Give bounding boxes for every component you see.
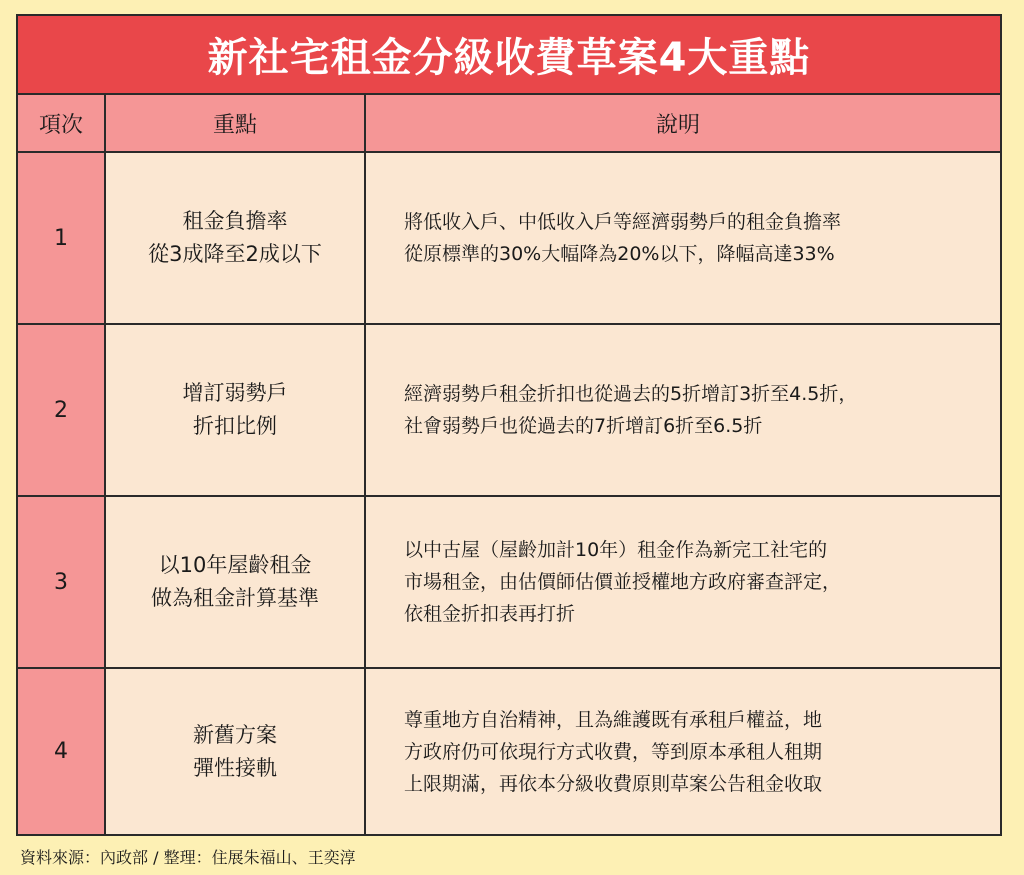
- header-index: 項次: [18, 95, 106, 151]
- row-point: 以10年屋齡租金 做為租金計算基準: [106, 497, 366, 667]
- row-index: 3: [18, 497, 106, 667]
- header-description: 說明: [366, 95, 1000, 151]
- table-row: [18, 497, 1000, 669]
- row-description: 尊重地方自治精神，且為維護既有承租戶權益，地 方政府仍可依現行方式收費，等到原本承租人租期 上限期滿，再依本分級收費原則草案公告租金收取: [366, 669, 1000, 834]
- row-description: 以中古屋（屋齡加計10年）租金作為新完工社宅的 市場租金，由估價師估價並授權地方政府審查評定， 依租金折扣表再打折: [366, 497, 1000, 667]
- row-point: 增訂弱勢戶 折扣比例: [106, 325, 366, 495]
- table-row: [18, 669, 1000, 834]
- table-header-row: [18, 95, 1000, 153]
- row-point: 租金負擔率 從3成降至2成以下: [106, 153, 366, 323]
- row-index: 4: [18, 669, 106, 834]
- header-point: 重點: [106, 95, 366, 151]
- row-description: 經濟弱勢戶租金折扣也從過去的5折增訂3折至4.5折， 社會弱勢戶也從過去的7折增訂6折至6.5折: [366, 325, 1000, 495]
- table-row: [18, 325, 1000, 497]
- table-frame: [16, 14, 1002, 836]
- row-description: 將低收入戶、中低收入戶等經濟弱勢戶的租金負擔率 從原標準的30%大幅降為20%以下，降幅高達33%: [366, 153, 1000, 323]
- source-note: 資料來源：內政部 / 整理：住展朱福山、王奕淳: [20, 848, 356, 867]
- row-index: 2: [18, 325, 106, 495]
- data-table: [18, 95, 1000, 834]
- table-title: 新社宅租金分級收費草案4大重點: [18, 16, 1000, 95]
- table-row: [18, 153, 1000, 325]
- row-point: 新舊方案 彈性接軌: [106, 669, 366, 834]
- row-index: 1: [18, 153, 106, 323]
